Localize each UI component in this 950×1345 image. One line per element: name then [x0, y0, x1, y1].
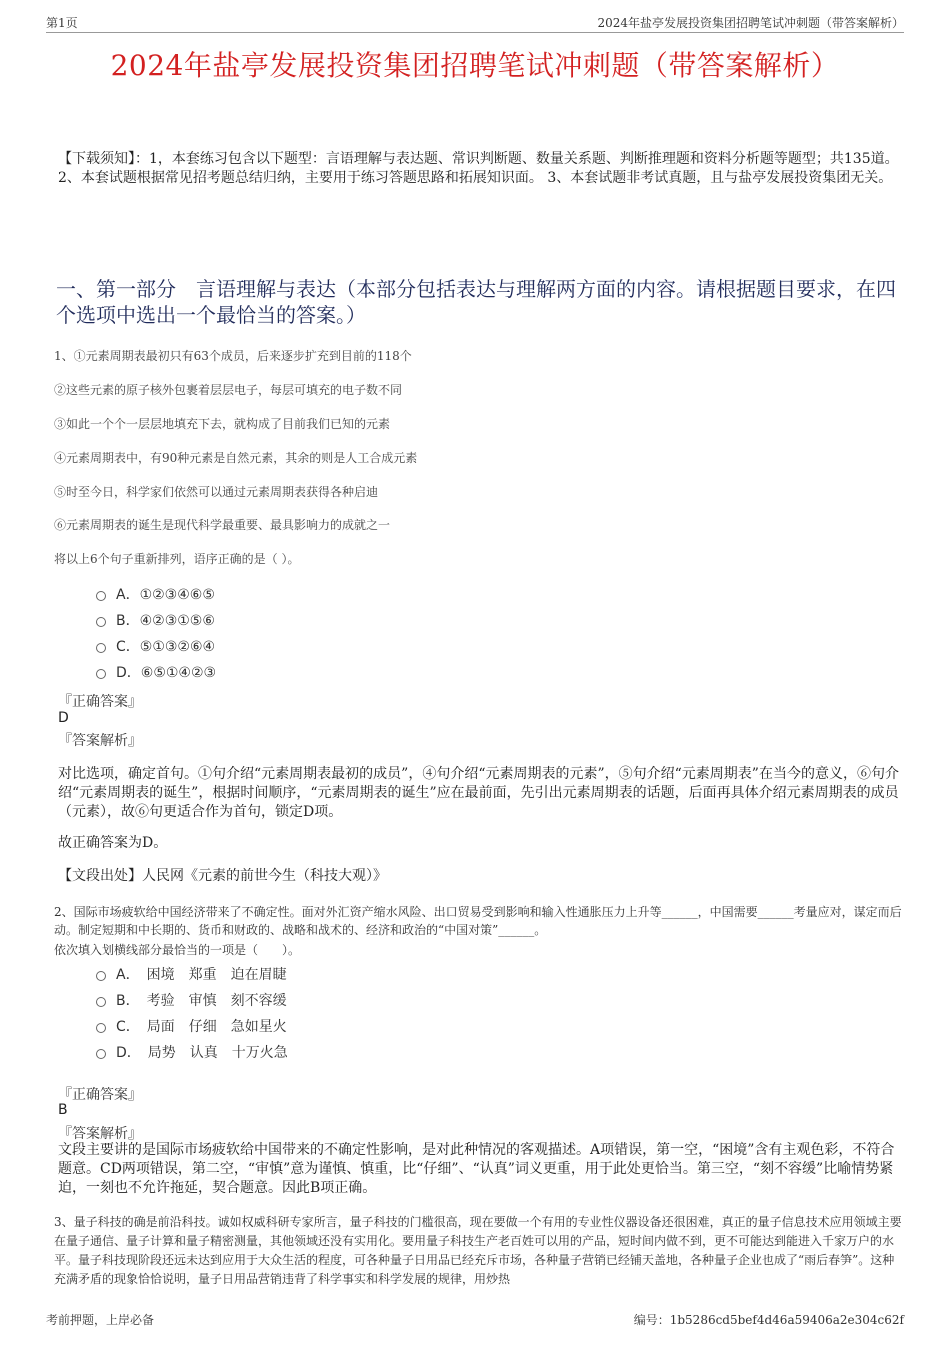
q2-answer-label: 『正确答案』: [58, 1087, 142, 1103]
document-title: 2024年盐亭发展投资集团招聘笔试冲刺题（带答案解析）: [110, 49, 840, 82]
q1-line-1: 1、①元素周期表最初只有63个成员，后来逐步扩充到目前的118个: [54, 349, 412, 363]
q2-option-d[interactable]: [96, 1042, 288, 1062]
header-doc-title: 2024年盐亭发展投资集团招聘笔试冲刺题（带答案解析）: [597, 16, 904, 30]
radio-icon[interactable]: [96, 1023, 106, 1033]
q1-line-2: ②这些元素的原子核外包裹着层层电子，每层可填充的电子数不同: [54, 383, 403, 397]
q2-analysis-label: 『答案解析』: [58, 1126, 142, 1142]
q1-conclusion: 故正确答案为D。: [58, 835, 168, 851]
option-label: D． 局势 认真 十万火急: [116, 1045, 288, 1061]
q1-option-a[interactable]: [96, 584, 215, 604]
q1-option-d[interactable]: [96, 662, 216, 682]
q2-analysis: 文段主要讲的是国际市场疲软给中国带来的不确定性影响，是对此种情况的客观描述。A项错误，第一空，“困境”含有主观色彩，不符合题意。CD两项错误，第二空，“审慎”意为谨慎、慎重，比“仔细”、“认真”词义更重，用于此处更恰当。第三空，“刻不容缓”比喻情势紧迫，一刻也不允许拖延，契合题意。因此B项正确。: [58, 1142, 895, 1196]
radio-icon[interactable]: [96, 971, 106, 981]
q1-prompt: 将以上6个句子重新排列，语序正确的是（ ）。: [54, 552, 300, 566]
footer-id: 编号：1b5286cd5bef4d46a59406a2e304c62f: [633, 1313, 904, 1327]
q3-text: 3、量子科技的确是前沿科技。诚如权威科研专家所言，量子科技的门槛很高，现在要做一个有用的专业性仪器设备还很困难，真正的量子信息技术应用领域主要在量子通信、量子计算和量子精密测量，其他领域还没有实用化。要用量子科技生产老百姓可以用的产品，短时间内做不到，更不可能达到能进入千家万户的水平。量子科技现阶段还远未达到应用于大众生活的程度，可各种量子日用品已经充斥市场，各种量子营销已经铺天盖地，各种量子企业也成了“雨后春笋”。这种充满矛盾的现象恰恰说明，量子日用品营销违背了科学事实和科学发展的规律，用炒热: [54, 1215, 902, 1286]
q1-line-5: ⑤时至今日，科学家们依然可以通过元素周期表获得各种启迪: [54, 485, 379, 499]
q1-line-4: ④元素周期表中，有90种元素是自然元素，其余的则是人工合成元素: [54, 451, 418, 465]
option-label: A．①②③④⑥⑤: [116, 587, 215, 603]
page-number: 第1页: [46, 16, 78, 30]
download-notice: 【下载须知】：1，本套练习包含以下题型：言语理解与表达题、常识判断题、数量关系题、判断推理题和资料分析题等题型；共135道。 2、本套试题根据常见招考题总结归纳，主要用于练习答题思路和拓展知识面。 3、本套试题非考试真题，且与盐亭发展投资集团无关。: [58, 151, 899, 186]
q2-option-b[interactable]: [96, 990, 287, 1010]
q1-answer: D: [58, 710, 69, 726]
q1-source: 【文段出处】人民网《元素的前世今生（科技大观）》: [58, 868, 387, 884]
q1-line-3: ③如此一个个一层层地填充下去，就构成了目前我们已知的元素: [54, 417, 391, 431]
option-label: A． 困境 郑重 迫在眉睫: [116, 967, 287, 983]
page-header: [46, 14, 904, 33]
option-label: D．⑥⑤①④②③: [116, 665, 217, 681]
q2-text: 2、国际市场疲软给中国经济带来了不确定性。面对外汇资产缩水风险、出口贸易受到影响和输入性通胀压力上升等______，中国需要______考量应对，谋定而后动。制定短期和中长期的、货币和财政的、战略和战术的、经济和政治的“中国对策”______。: [54, 905, 902, 937]
q2-answer: B: [58, 1102, 68, 1118]
q1-analysis: 对比选项，确定首句。①句介绍“元素周期表最初的成员”，④句介绍“元素周期表的元素”，⑤句介绍“元素周期表”在当今的意义，⑥句介绍“元素周期表的诞生”，根据时间顺序，“元素周期表的诞生”应在最前面，先引出元素周期表的话题，后面再具体介绍元素周期表的成员（元素），故⑥句更适合作为首句，锁定D项。: [58, 766, 899, 820]
option-label: C．⑤①③②⑥④: [116, 639, 216, 655]
footer-slogan: 考前押题，上岸必备: [46, 1313, 155, 1327]
radio-icon[interactable]: [96, 643, 106, 653]
q1-answer-label: 『正确答案』: [58, 694, 142, 710]
page-footer: [46, 1311, 904, 1329]
q1-analysis-label: 『答案解析』: [58, 733, 142, 749]
q2-option-a[interactable]: [96, 964, 287, 984]
q1-line-6: ⑥元素周期表的诞生是现代科学最重要、最具影响力的成就之一: [54, 518, 391, 532]
q1-option-c[interactable]: [96, 636, 215, 656]
radio-icon[interactable]: [96, 997, 106, 1007]
option-label: B． 考验 审慎 刻不容缓: [116, 993, 287, 1009]
q2-prompt: 依次填入划横线部分最恰当的一项是（ ）。: [54, 943, 301, 957]
q1-option-b[interactable]: [96, 610, 215, 630]
radio-icon[interactable]: [96, 617, 106, 627]
section-heading: 一、第一部分 言语理解与表达（本部分包括表达与理解两方面的内容。请根据题目要求，在四个选项中选出一个最恰当的答案。）: [56, 277, 896, 327]
option-label: B．④②③①⑤⑥: [116, 613, 215, 629]
radio-icon[interactable]: [96, 669, 106, 679]
option-label: C． 局面 仔细 急如星火: [116, 1019, 287, 1035]
radio-icon[interactable]: [96, 1049, 106, 1059]
q2-option-c[interactable]: [96, 1016, 287, 1036]
radio-icon[interactable]: [96, 591, 106, 601]
